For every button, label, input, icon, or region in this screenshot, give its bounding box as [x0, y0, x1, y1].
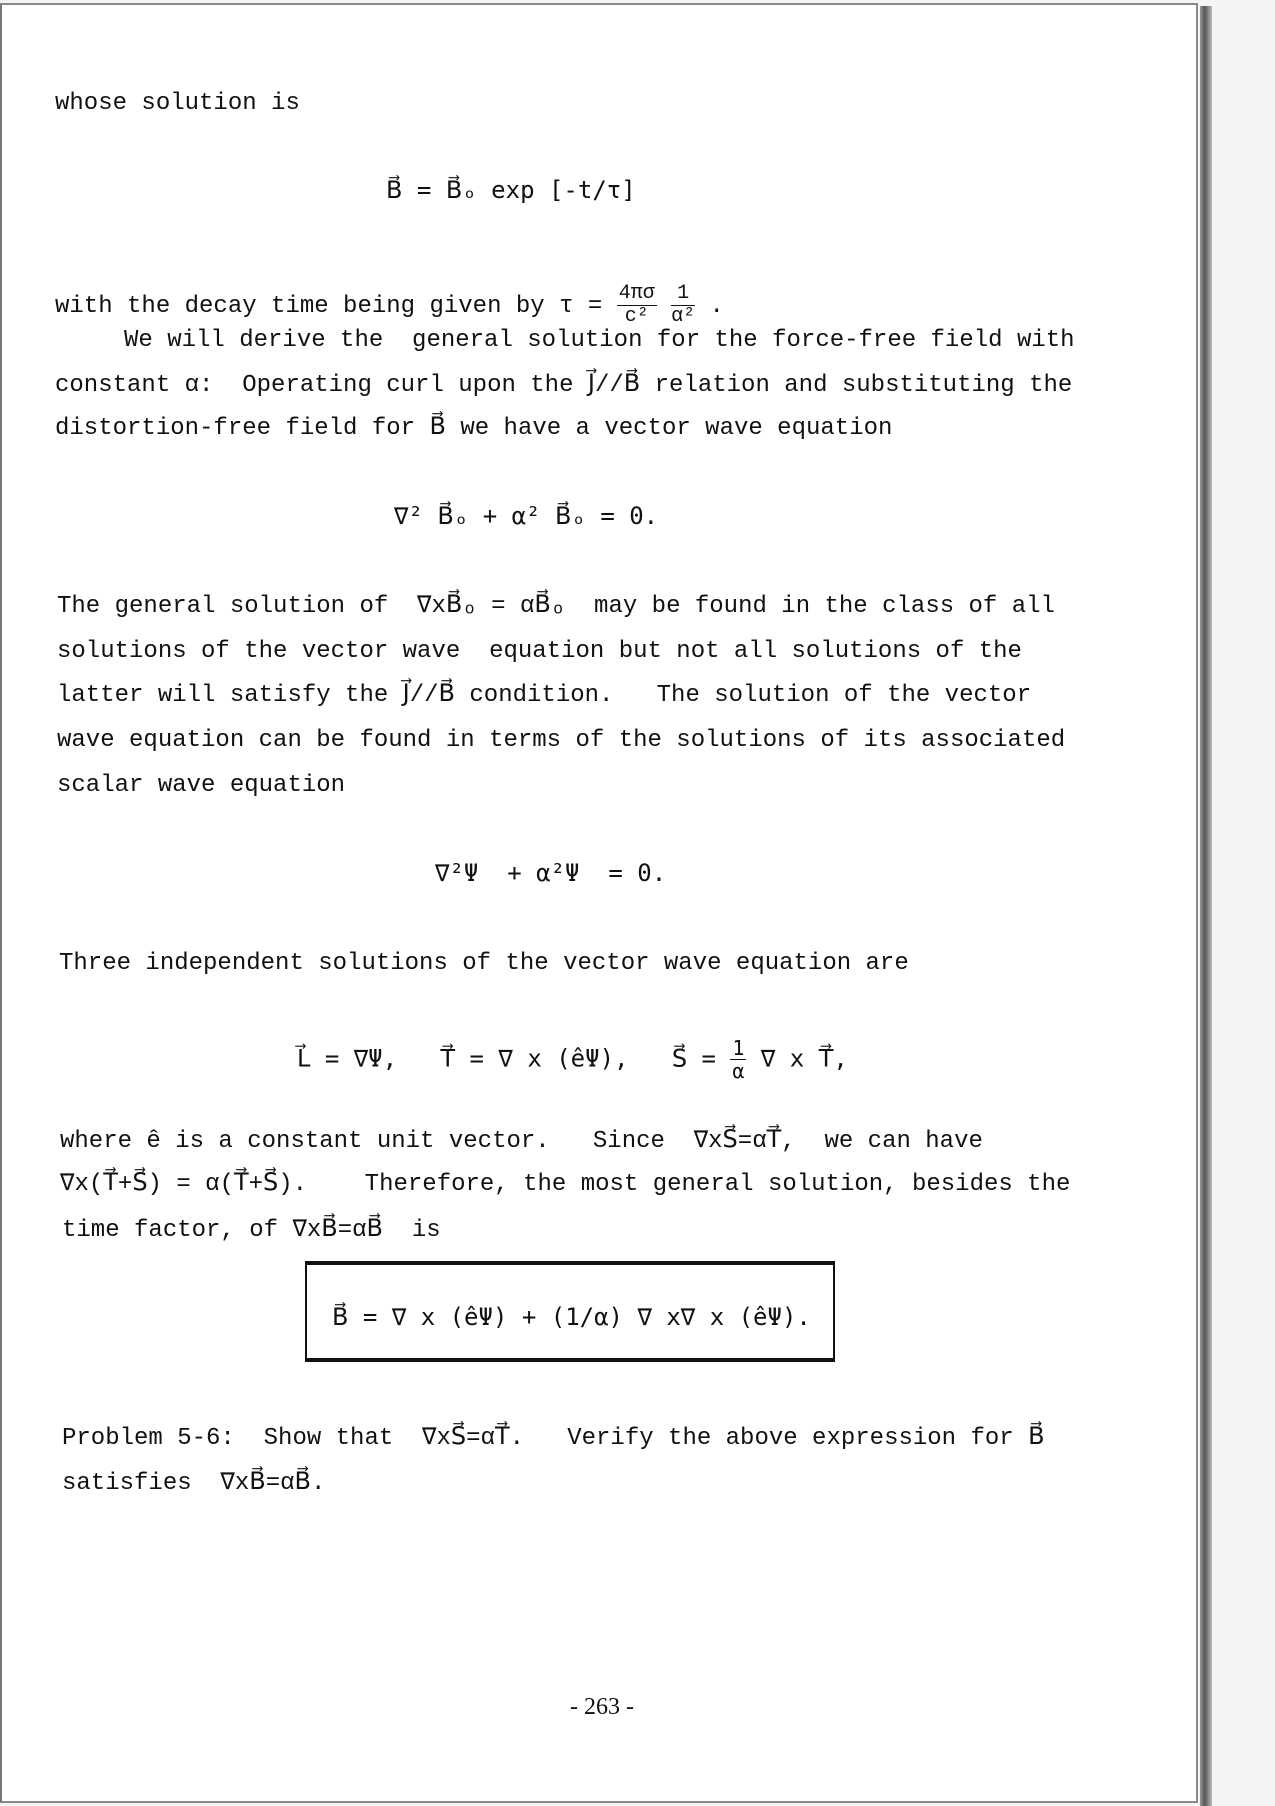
- numerator: 1: [671, 283, 695, 306]
- text: with the decay time being given by τ =: [55, 292, 603, 320]
- equation-solutions: [297, 1037, 848, 1082]
- text-line: latter will satisfy the J⃗//B⃗ condition. The solution of the vector: [57, 682, 1032, 709]
- equation-vector-wave: ∇² B⃗ₒ + α² B⃗ₒ = 0.: [394, 502, 659, 530]
- text-line: wave equation can be found in terms of the solutions of its associated: [57, 727, 1066, 754]
- problem-statement: Problem 5-6: Show that ∇xS⃗=αT⃗. Verify the above expression for B⃗: [62, 1425, 1045, 1452]
- boxed-general-solution: B⃗ = ∇ x (êΨ) + (1/α) ∇ x∇ x (êΨ).: [332, 1303, 811, 1331]
- text-line: ∇x(T⃗+S⃗) = α(T⃗+S⃗). Therefore, the most general solution, besides the: [60, 1171, 1071, 1198]
- denominator: α²: [671, 305, 696, 328]
- text-line: We will derive the general solution for the force-free field with: [124, 327, 1075, 354]
- denominator: c²: [624, 305, 649, 328]
- text-line: solutions of the vector wave equation but not all solutions of the: [57, 638, 1022, 665]
- text-line: constant α: Operating curl upon the J⃗//B⃗ relation and substituting the: [55, 372, 1073, 399]
- text-line: Three independent solutions of the vector wave equation are: [59, 950, 909, 977]
- equation-part: L⃗ = ∇Ψ, T⃗ = ∇ x (êΨ), S⃗ =: [297, 1044, 716, 1073]
- text-line: distortion-free field for B⃗ we have a vector wave equation: [55, 415, 893, 442]
- denominator: α: [732, 1059, 745, 1083]
- equation-scalar-wave: ∇²Ψ + α²Ψ = 0.: [435, 859, 667, 887]
- document-page: [0, 3, 1198, 1803]
- fraction: [617, 283, 657, 328]
- equation-part: ∇ x T⃗,: [746, 1044, 848, 1073]
- text-line: scalar wave equation: [57, 772, 346, 799]
- page-number: - 263 -: [570, 1694, 634, 1720]
- text-line-decay-time: [55, 283, 724, 328]
- numerator: 4πσ: [618, 282, 655, 305]
- text-line: where ê is a constant unit vector. Since ∇xS⃗=αT⃗, we can have: [60, 1128, 983, 1155]
- problem-statement: satisfies ∇xB⃗=αB⃗.: [62, 1470, 326, 1497]
- text-line: time factor, of ∇xB⃗=αB⃗ is: [62, 1217, 441, 1244]
- text-line: The general solution of ∇xB⃗ₒ = αB⃗ₒ may be found in the class of all: [57, 593, 1055, 620]
- fraction: [730, 1037, 746, 1082]
- period: .: [709, 292, 724, 320]
- numerator: 1: [732, 1036, 745, 1060]
- page-edge-shadow: [1200, 6, 1212, 1806]
- fraction: [671, 283, 695, 328]
- equation-decay: B⃗ = B⃗ₒ exp [-t/τ]: [386, 176, 636, 204]
- text-line: whose solution is: [55, 90, 300, 117]
